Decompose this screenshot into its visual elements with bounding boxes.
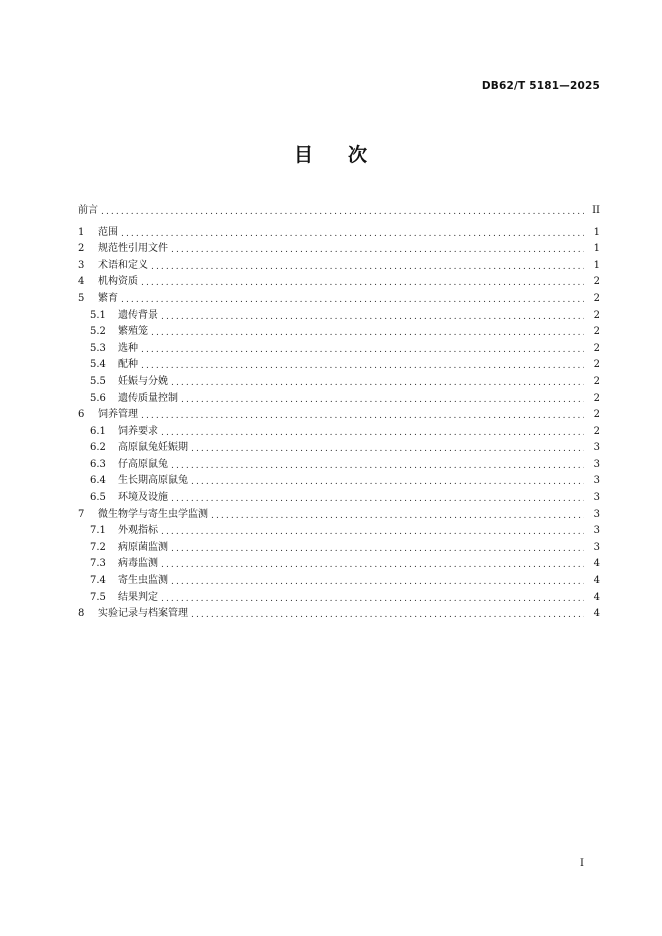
toc-entry-number: 7.4	[90, 575, 106, 587]
toc-entry-number: 7.3	[90, 558, 106, 570]
toc-entry-label: 规范性引用文件	[98, 243, 168, 255]
toc-entry[interactable]	[78, 339, 600, 356]
toc-entry-label: 选种	[118, 342, 138, 354]
toc-dot-leader	[191, 476, 584, 488]
toc-entry[interactable]	[78, 472, 600, 489]
toc-entry-label: 遗传背景	[118, 309, 158, 321]
toc-entry-number: 3	[78, 259, 85, 271]
toc-entry-label: 实验记录与档案管理	[98, 608, 188, 620]
toc-dot-leader	[171, 576, 584, 588]
toc-entry-number: 6.3	[90, 458, 106, 470]
toc-entry-number: 6	[78, 409, 85, 421]
toc-entry-number: 5.6	[90, 392, 106, 404]
toc-entry-number: 5.5	[90, 375, 106, 387]
toc-dot-leader	[171, 460, 584, 472]
toc-entry-number: 7.2	[90, 541, 106, 553]
toc-entry[interactable]	[78, 488, 600, 505]
page-folio: I	[580, 858, 584, 869]
toc-entry-page-number: 2	[593, 276, 600, 288]
toc-entry-number: 7.5	[90, 591, 106, 603]
toc-entry-label: 配种	[118, 359, 138, 371]
toc-entry-number: 5.4	[90, 359, 106, 371]
toc-entry[interactable]	[78, 289, 600, 306]
toc-entry[interactable]	[78, 389, 600, 406]
toc-dot-leader	[181, 394, 584, 406]
toc-entry-label: 仔高原鼠兔	[118, 458, 168, 470]
toc-entry[interactable]	[78, 223, 600, 240]
toc-entry-label: 结果判定	[118, 591, 158, 603]
toc-dot-leader	[171, 543, 584, 555]
toc-entry-label: 机构资质	[98, 276, 138, 288]
toc-title	[0, 140, 662, 167]
toc-entry-label: 高原鼠兔妊娠期	[118, 442, 188, 454]
toc-entry-number: 6.2	[90, 442, 106, 454]
toc-dot-leader	[101, 206, 584, 218]
toc-entry-number: 6.1	[90, 425, 106, 437]
toc-entry-number: 7	[78, 508, 85, 520]
toc-entry[interactable]	[78, 522, 600, 539]
toc-entry-page-number: 2	[593, 425, 600, 437]
toc-entry[interactable]	[78, 273, 600, 290]
toc-entry-number: 6.4	[90, 475, 106, 487]
toc-entry[interactable]	[78, 588, 600, 605]
toc-entry[interactable]	[78, 240, 600, 257]
toc-dot-leader	[161, 311, 584, 323]
toc-entry-label: 妊娠与分娩	[118, 375, 168, 387]
toc-entry-page-number: II	[592, 204, 600, 216]
toc-dot-leader	[121, 294, 584, 306]
toc-entry-page-number: 2	[593, 392, 600, 404]
toc-dot-leader	[191, 443, 584, 455]
toc-dot-leader	[161, 526, 584, 538]
toc-entry-number: 5	[78, 292, 85, 304]
toc-entry-page-number: 3	[593, 525, 600, 537]
toc-entry-page-number: 4	[593, 608, 600, 620]
toc-entry-number: 7.1	[90, 525, 106, 537]
toc-entry[interactable]	[78, 372, 600, 389]
toc-title-char-2: 次	[348, 144, 369, 166]
toc-entry-page-number: 2	[593, 375, 600, 387]
toc-entry-page-number: 2	[593, 326, 600, 338]
toc-dot-leader	[141, 410, 584, 422]
toc-entry[interactable]	[78, 455, 600, 472]
toc-dot-leader	[191, 609, 584, 621]
toc-dot-leader	[151, 261, 584, 273]
toc-entry-number: 5.2	[90, 326, 106, 338]
toc-entry-number: 8	[78, 608, 85, 620]
toc-entry-label: 繁殖笼	[118, 326, 148, 338]
toc-entry-page-number: 3	[593, 492, 600, 504]
toc-entry[interactable]	[78, 439, 600, 456]
toc-entry-page-number: 2	[593, 292, 600, 304]
toc-dot-leader	[171, 244, 584, 256]
toc-entry-page-number: 1	[593, 259, 600, 271]
toc-dot-leader	[211, 510, 584, 522]
toc-dot-leader	[161, 559, 584, 571]
toc-dot-leader	[141, 344, 584, 356]
toc-entry-label: 病原菌监测	[118, 541, 168, 553]
toc-entry-page-number: 1	[593, 226, 600, 238]
toc-dot-leader	[141, 360, 584, 372]
toc-entry-page-number: 2	[593, 409, 600, 421]
toc-entry[interactable]	[78, 306, 600, 323]
toc-entry[interactable]	[78, 323, 600, 340]
toc-entry-page-number: 3	[593, 508, 600, 520]
toc-entry-page-number: 3	[593, 458, 600, 470]
toc-entry-page-number: 3	[593, 541, 600, 553]
toc-dot-leader	[141, 277, 584, 289]
toc-entry[interactable]	[78, 256, 600, 273]
toc-entry[interactable]	[78, 201, 600, 218]
toc-entry[interactable]	[78, 505, 600, 522]
toc-entry-page-number: 4	[593, 558, 600, 570]
toc-dot-leader	[161, 593, 584, 605]
toc-entry[interactable]	[78, 406, 600, 423]
toc-entry[interactable]	[78, 605, 600, 622]
toc-entry-number: 5.3	[90, 342, 106, 354]
toc-entry-label: 饲养要求	[118, 425, 158, 437]
toc-entry-page-number: 4	[593, 575, 600, 587]
toc-entry-number: 2	[78, 243, 85, 255]
table-of-contents	[78, 201, 600, 621]
toc-entry-label: 生长期高原鼠兔	[118, 475, 188, 487]
toc-dot-leader	[151, 327, 584, 339]
toc-dot-leader	[171, 493, 584, 505]
toc-entry[interactable]	[78, 555, 600, 572]
toc-entry-page-number: 4	[593, 591, 600, 603]
toc-entry-label: 外观指标	[118, 525, 158, 537]
toc-entry-label: 病毒监测	[118, 558, 158, 570]
toc-entry-label: 术语和定义	[98, 259, 148, 271]
toc-entry-number: 1	[78, 226, 85, 238]
toc-entry-label: 范围	[98, 226, 118, 238]
toc-dot-leader	[121, 228, 584, 240]
toc-entry-label: 遗传质量控制	[118, 392, 178, 404]
toc-entry-label: 寄生虫监测	[118, 575, 168, 587]
toc-entry-page-number: 2	[593, 309, 600, 321]
toc-entry-label: 繁育	[98, 292, 118, 304]
toc-entry-number: 4	[78, 276, 85, 288]
toc-entry[interactable]	[78, 538, 600, 555]
toc-title-char-1: 目	[293, 144, 314, 166]
toc-entry-number: 5.1	[90, 309, 106, 321]
toc-entry-page-number: 2	[593, 342, 600, 354]
document-code: DB62/T 5181—2025	[481, 80, 600, 92]
toc-entry-page-number: 1	[593, 243, 600, 255]
toc-dot-leader	[161, 427, 584, 439]
toc-entry-label: 饲养管理	[98, 409, 138, 421]
toc-entry[interactable]	[78, 356, 600, 373]
toc-dot-leader	[171, 377, 584, 389]
toc-entry[interactable]	[78, 422, 600, 439]
toc-entry[interactable]	[78, 571, 600, 588]
toc-entry-page-number: 2	[593, 359, 600, 371]
toc-entry-label: 前言	[78, 204, 98, 216]
toc-entry-label: 微生物学与寄生虫学监测	[98, 508, 208, 520]
toc-entry-page-number: 3	[593, 442, 600, 454]
toc-entry-label: 环境及设施	[118, 492, 168, 504]
toc-entry-number: 6.5	[90, 492, 106, 504]
toc-entry-page-number: 3	[593, 475, 600, 487]
